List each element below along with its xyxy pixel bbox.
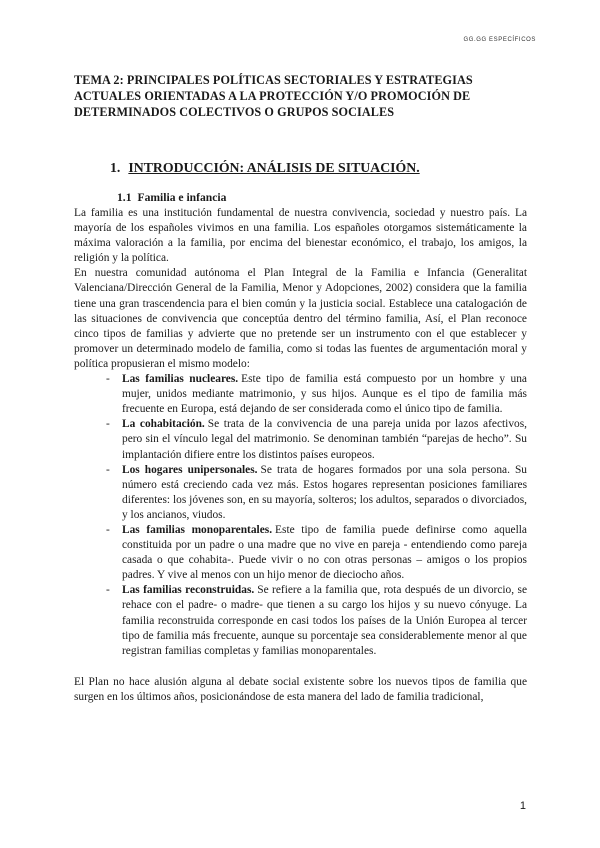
- list-item-text: Se refiere a la familia que, rota después de un divorcio, se rehace con el padre- o madre- que tienen a su cargo los hijos y su nuevo cónyuge. La familia reconstruida corresponde en casi todos los países de la Unión Europea al tercer tipo de familia más frecuente, aunque su porcentaje sea considerablemente menor al que registran familias completas y familias monoparentales.: [122, 584, 527, 657]
- list-dash: -: [106, 584, 110, 597]
- list-item: [74, 372, 527, 417]
- page-header-label: GG.GG ESPECÍFICOS: [463, 37, 536, 43]
- list-item-text: Este tipo de familia puede definirse como aquella constituida por un padre o una madre que no vive en pareja - entendiendo como pareja casada o que cohabita-. Puede vivir o no con otras personas – amigos o los propios padres. Y vive al menos con un hijo menor de dieciocho años.: [122, 523, 527, 582]
- list-item-term: Las familias nucleares.: [122, 373, 239, 386]
- list-item: [74, 463, 527, 523]
- document-title: [74, 72, 534, 120]
- list-item-term: La cohabitación.: [122, 418, 205, 431]
- title-line: ACTUALES ORIENTADAS A LA PROTECCIÓN Y/O PROMOCIÓN DE: [74, 89, 471, 103]
- subsection-heading: [117, 191, 226, 204]
- list-item: [74, 417, 527, 462]
- page-number: 1: [519, 800, 526, 812]
- subsection-number: 1.1: [117, 191, 132, 204]
- list-dash: -: [106, 373, 110, 386]
- paragraph: El Plan no hace alusión alguna al debate social existente sobre los nuevos tipos de familia que surgen en los últimos años, posicionándose de esta manera del lado de familia tradicional,: [74, 675, 527, 703]
- list-item-text: Se trata de hogares formados por una sola persona. Su número está creciendo cada vez más. Estos hogares representan posiciones familiares diferentes: los jóvenes son, en su mayoría, solteros; los adultos, separados o divorciados, y los ancianos, viudos.: [122, 463, 527, 521]
- section-number: 1.: [110, 160, 121, 175]
- list-item-term: Las familias reconstruidas.: [122, 584, 255, 597]
- list-item-term: Las familias monoparentales.: [122, 523, 273, 536]
- list-item-text: Este tipo de familia está compuesto por un hombre y una mujer, unidos mediante matrimonio, y sus hijos. Aunque es el tipo de familia más frecuente en Europa, está dejando de ser considerada como el único tipo de familia.: [122, 373, 527, 416]
- list-dash: -: [106, 463, 110, 476]
- list-item: [74, 523, 527, 583]
- document-body: [74, 206, 527, 705]
- section-title: INTRODUCCIÓN: ANÁLISIS DE SITUACIÓN.: [128, 160, 420, 175]
- paragraph: La familia es una institución fundamental de nuestra convivencia, sociedad y nuestro país. La mayoría de los españoles vivimos en una familia. Los españoles otorgamos sistemáticamente la máxima valoración a la familia, por encima del bienestar económico, el trabajo, los amigos, la religión y la política.: [74, 207, 527, 265]
- subsection-title: Familia e infancia: [137, 191, 227, 204]
- list-item-term: Los hogares unipersonales.: [122, 463, 258, 476]
- title-line: TEMA 2: PRINCIPALES POLÍTICAS SECTORIALES Y ESTRATEGIAS: [74, 73, 473, 87]
- list-item-text: Se trata de la convivencia de una pareja unida por lazos afectivos, pero sin el vínculo legal del matrimonio. Se denominan también “parejas de hecho”. Su implantación difiere entre los distintos países europeos.: [122, 418, 527, 461]
- section-heading: [110, 160, 420, 176]
- paragraph: En nuestra comunidad autónoma el Plan Integral de la Familia e Infancia (Generalitat Valenciana/Dirección General de la Familia, Menor y Adopciones, 2002) considera que la familia tiene una gran trascendencia para el bien común y la justicia social. Establece una catalogación de las situaciones de convivencia que conceptúa dentro del término familia, Así, el Plan reconoce cinco tipos de familias y advierte que no pretende ser un instrumento con el que establecer y promover un determinado modelo de familia, como si todas las fuentes de argumentación moral y política propusieran el mismo modelo:: [74, 267, 527, 370]
- title-line: DETERMINADOS COLECTIVOS O GRUPOS SOCIALES: [74, 105, 395, 119]
- paragraph-spacer: [74, 659, 527, 675]
- list-item: [74, 583, 527, 658]
- list-dash: -: [106, 523, 110, 536]
- list-dash: -: [106, 418, 110, 431]
